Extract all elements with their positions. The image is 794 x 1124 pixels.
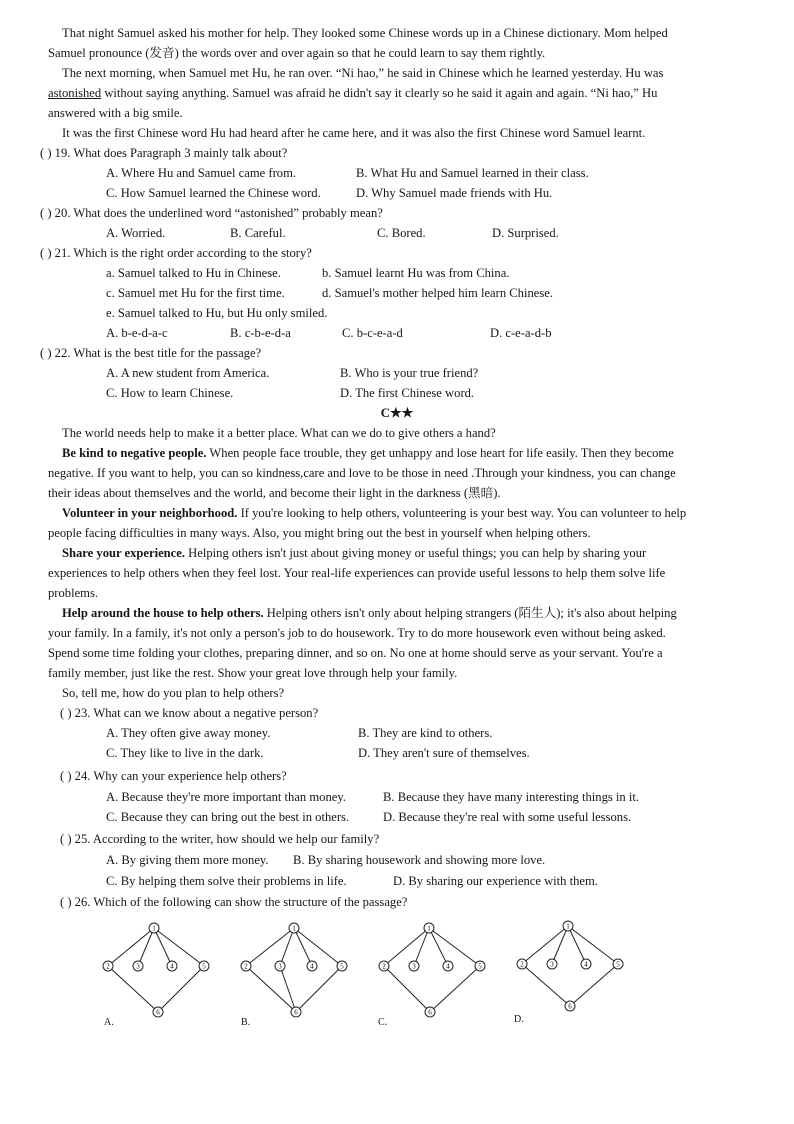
q21-option-d[interactable]: D. c-e-a-d-b <box>490 326 552 340</box>
diagram-d-node-3-label: 3 <box>550 960 554 969</box>
section-c-p2-line1 <box>62 504 686 522</box>
p1-title: Be kind to negative people. <box>62 446 207 460</box>
q25-option-a[interactable]: A. By giving them more money. <box>106 853 269 867</box>
section-c-p3-line3: problems. <box>48 586 99 600</box>
q21-event-b: b. Samuel learnt Hu was from China. <box>322 266 510 280</box>
diagram-b[interactable] <box>234 916 354 1026</box>
q19-option-b[interactable]: B. What Hu and Samuel learned in their class. <box>356 166 589 180</box>
diagram-a-node-1-label: 1 <box>152 924 156 933</box>
q25-option-b[interactable]: B. By sharing housework and showing more love. <box>293 853 546 867</box>
diagram-c-node-1-label: 1 <box>427 924 431 933</box>
diagram-a-node-5-label: 5 <box>202 962 206 971</box>
question-23-stem: ( ) 23. What can we know about a negative person? <box>60 706 319 720</box>
q21-event-e: e. Samuel talked to Hu, but Hu only smiled. <box>106 306 328 320</box>
diagram-a-node-3-label: 3 <box>136 962 140 971</box>
q20-option-b[interactable]: B. Careful. <box>230 226 286 240</box>
section-c-p3-line2: experiences to help others when they feel lost. Your real-life experiences can provide useful lessons to help them solve life <box>48 566 666 580</box>
q21-event-d: d. Samuel's mother helped him learn Chinese. <box>322 286 554 300</box>
diagram-c-node-2-label: 2 <box>382 962 386 971</box>
p2-title: Volunteer in your neighborhood. <box>62 506 238 520</box>
underlined-word: astonished <box>48 86 102 100</box>
q23-option-c[interactable]: C. They like to live in the dark. <box>106 746 264 760</box>
q21-event-a: a. Samuel talked to Hu in Chinese. <box>106 266 281 280</box>
diagram-c-node-5-label: 5 <box>478 962 482 971</box>
q21-option-b[interactable]: B. c-b-e-d-a <box>230 326 291 340</box>
diagram-c[interactable] <box>372 916 492 1026</box>
diagram-b-node-5-label: 5 <box>340 962 344 971</box>
diagram-a-label: A. <box>104 1017 114 1028</box>
q25-option-c[interactable]: C. By helping them solve their problems in life. <box>106 874 347 888</box>
p1-line1-text: When people face trouble, they get unhappy and lose heart for life easily. Then they become <box>206 446 674 460</box>
diagram-b-node-2-label: 2 <box>244 962 248 971</box>
p4-line1-text: Helping others isn't only about helping strangers (陌生人); it's also about helping <box>263 606 677 620</box>
diagram-d-node-1-label: 1 <box>566 922 570 931</box>
q21-option-a[interactable]: A. b-e-d-a-c <box>106 326 168 340</box>
section-c-p2-line2: people facing difficulties in many ways. Also, you might bring out the best in yourself when helping others. <box>48 526 591 540</box>
diagram-a-node-2-label: 2 <box>106 962 110 971</box>
question-21-stem: ( ) 21. Which is the right order according to the story? <box>40 246 312 260</box>
q20-option-d[interactable]: D. Surprised. <box>492 226 559 240</box>
q24-option-a[interactable]: A. Because they're more important than money. <box>106 790 346 804</box>
section-c-p4-line4: family member, just like the rest. Show your great love through help your family. <box>48 666 458 680</box>
diagram-d-node-6-label: 6 <box>568 1002 572 1011</box>
diagram-a[interactable] <box>96 916 216 1026</box>
diagram-d-node-5-label: 5 <box>616 960 620 969</box>
section-c-p4-line3: Spend some time folding your clothes, preparing dinner, and so on. No one at home should serve as your servant. You're a <box>48 646 663 660</box>
section-c-p1-line2: negative. If you want to help, you can so kindness,care and love to be those in need .Through your kindness, you can change <box>48 466 676 480</box>
diagram-b-node-3-label: 3 <box>278 962 282 971</box>
q19-option-c[interactable]: C. How Samuel learned the Chinese word. <box>106 186 321 200</box>
q22-option-b[interactable]: B. Who is your true friend? <box>340 366 479 380</box>
diagram-b-node-1-label: 1 <box>292 924 296 933</box>
question-25-stem: ( ) 25. According to the writer, how should we help our family? <box>60 832 380 846</box>
diagram-a-node-6-label: 6 <box>156 1008 160 1017</box>
q23-option-d[interactable]: D. They aren't sure of themselves. <box>358 746 530 760</box>
diagram-c-node-6-label: 6 <box>428 1008 432 1017</box>
passage-b-p2-line2 <box>48 84 657 102</box>
q25-option-d[interactable]: D. By sharing our experience with them. <box>393 874 598 888</box>
section-c-p1-line1 <box>62 444 674 462</box>
section-c-intro: The world needs help to make it a better place. What can we do to give others a hand? <box>62 426 496 440</box>
diagram-d[interactable] <box>510 914 630 1024</box>
q24-option-b[interactable]: B. Because they have many interesting things in it. <box>383 790 640 804</box>
diagram-b-label: B. <box>241 1017 251 1028</box>
q21-event-c: c. Samuel met Hu for the first time. <box>106 286 285 300</box>
q19-option-d[interactable]: D. Why Samuel made friends with Hu. <box>356 186 553 200</box>
q20-option-c[interactable]: C. Bored. <box>377 226 426 240</box>
diagram-d-label: D. <box>514 1014 524 1025</box>
q21-option-c[interactable]: C. b-c-e-a-d <box>342 326 403 340</box>
diagram-d-node-2-label: 2 <box>520 960 524 969</box>
q22-option-c[interactable]: C. How to learn Chinese. <box>106 386 234 400</box>
q23-option-b[interactable]: B. They are kind to others. <box>358 726 493 740</box>
q20-option-a[interactable]: A. Worried. <box>106 226 166 240</box>
q19-option-a[interactable]: A. Where Hu and Samuel came from. <box>106 166 297 180</box>
section-c-closing: So, tell me, how do you plan to help others? <box>62 686 285 700</box>
question-22-stem: ( ) 22. What is the best title for the passage? <box>40 346 262 360</box>
p3-title: Share your experience. <box>62 546 186 560</box>
passage-b-p3: It was the first Chinese word Hu had heard after he came here, and it was also the first Chinese word Samuel learnt. <box>62 126 646 140</box>
question-24-stem: ( ) 24. Why can your experience help others? <box>60 769 287 783</box>
section-c-heading: C★★ <box>380 405 414 420</box>
passage-b-p1-line1: That night Samuel asked his mother for help. They looked some Chinese words up in a Chinese dictionary. Mom helped <box>62 26 668 40</box>
p2-line1-text: If you're looking to help others, volunteering is your best way. You can volunteer to help <box>237 506 687 520</box>
q22-option-a[interactable]: A. A new student from America. <box>106 366 270 380</box>
question-26-stem: ( ) 26. Which of the following can show the structure of the passage? <box>60 895 408 909</box>
passage-b-p1-line2: Samuel pronounce (发音) the words over and over again so that he could learn to say them rightly. <box>48 46 546 60</box>
passage-b-p2-line1: The next morning, when Samuel met Hu, he ran over. “Ni hao,” he said in Chinese which he learned yesterday. Hu was <box>62 66 664 80</box>
p3-line1-text: Helping others isn't just about giving money or useful things; you can help by sharing your <box>185 546 647 560</box>
q24-option-d[interactable]: D. Because they're real with some useful lessons. <box>383 810 632 824</box>
diagram-a-node-4-label: 4 <box>170 962 174 971</box>
q24-option-c[interactable]: C. Because they can bring out the best in others. <box>106 810 350 824</box>
diagram-d-node-4-label: 4 <box>584 960 588 969</box>
diagram-c-label: C. <box>378 1017 388 1028</box>
diagram-c-node-4-label: 4 <box>446 962 450 971</box>
section-c-p4-line1 <box>62 604 677 622</box>
q22-option-d[interactable]: D. The first Chinese word. <box>340 386 475 400</box>
section-c-p4-line2: your family. In a family, it's not only a person's job to do housework. Try to do more housework even without being asked. <box>48 626 666 640</box>
passage-b-p2-line3: answered with a big smile. <box>48 106 183 120</box>
diagram-b-node-6-label: 6 <box>294 1008 298 1017</box>
diagram-b-node-4-label: 4 <box>310 962 314 971</box>
passage-b-p2-line2-rest: without saying anything. Samuel was afraid he didn't say it clearly so he said it again and again. “Ni hao,” Hu <box>101 86 658 100</box>
q23-option-a[interactable]: A. They often give away money. <box>106 726 271 740</box>
section-c-p1-line3: their ideas about themselves and the world, and become their light in the darkness (黑暗). <box>48 486 501 500</box>
diagram-c-node-3-label: 3 <box>412 962 416 971</box>
question-20-stem: ( ) 20. What does the underlined word “astonished” probably mean? <box>40 206 383 220</box>
question-19-stem: ( ) 19. What does Paragraph 3 mainly talk about? <box>40 146 288 160</box>
p4-title: Help around the house to help others. <box>62 606 264 620</box>
section-c-p3-line1 <box>62 544 646 562</box>
